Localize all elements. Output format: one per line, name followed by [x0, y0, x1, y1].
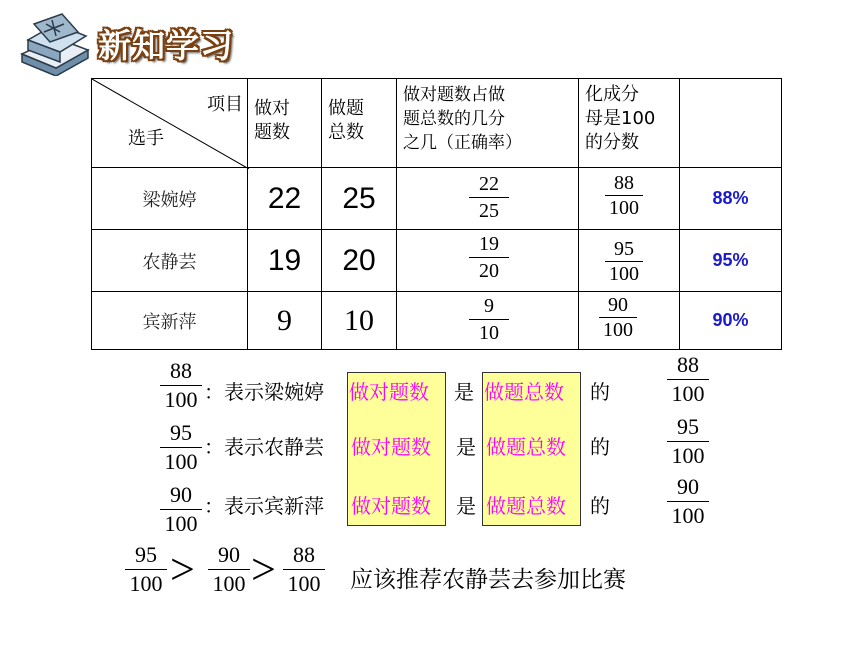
row2-hundredths [605, 238, 643, 285]
row3-fraction-cell [396, 291, 579, 350]
row2-total: 20 [321, 229, 397, 292]
row1-total: 25 [321, 167, 397, 230]
row3-correct: 9 [247, 291, 322, 350]
header-ratio: 做对题数占做 题总数的几分 之几（正确率） [396, 78, 579, 168]
row1-correct: 22 [247, 167, 322, 230]
exp3-right-numerator: 90 [677, 474, 699, 499]
row3-percent: 90% [679, 291, 782, 350]
row1-fraction [469, 172, 509, 223]
exp3-right-denominator: 100 [671, 503, 705, 528]
exp2-right-denominator: 100 [671, 443, 705, 468]
row3-hundredths-cell [578, 291, 680, 350]
row3-frac-numerator: 9 [484, 295, 494, 317]
conclusion-text: 应该推荐农静芸去参加比赛 [350, 567, 626, 593]
compare-f3-denominator: 100 [287, 571, 321, 596]
section-title: 新知学习 [98, 26, 234, 65]
row1-frac-denominator: 25 [479, 200, 499, 222]
exp2-highlight-total: 做题总数 [486, 435, 566, 459]
greater-than-symbol-2: > [251, 545, 276, 594]
exp3-mid: 是 [456, 494, 476, 518]
exp2-right-fraction [667, 414, 709, 469]
exp3-highlight-correct: 做对题数 [351, 494, 431, 518]
header-percent [679, 78, 782, 168]
row3-total: 10 [321, 291, 397, 350]
exp1-highlight-correct: 做对题数 [349, 380, 429, 404]
book-logo-icon [16, 10, 92, 76]
row1-percent: 88% [679, 167, 782, 230]
exp1-denominator: 100 [164, 387, 198, 412]
exp3-denominator: 100 [164, 511, 198, 536]
exp1-numerator: 88 [170, 358, 192, 383]
header-total: 做题 总数 [321, 78, 397, 168]
row1-fraction-cell [396, 167, 579, 230]
row3-hund-numerator: 90 [608, 294, 628, 316]
header-hundredths: 化成分 母是100 的分数 [578, 78, 680, 168]
header-correct: 做对 题数 [247, 78, 322, 168]
compare-f2-denominator: 100 [212, 571, 246, 596]
exp1-right-numerator: 88 [677, 352, 699, 377]
row2-correct: 19 [247, 229, 322, 292]
row2-percent: 95% [679, 229, 782, 292]
compare-f1-numerator: 95 [135, 542, 157, 567]
row3-frac-denominator: 10 [479, 322, 499, 344]
row2-hund-numerator: 95 [614, 238, 634, 260]
row2-frac-numerator: 19 [479, 233, 499, 255]
exp3-highlight-total: 做题总数 [486, 494, 566, 518]
row1-hundredths [605, 172, 643, 219]
exp1-highlight-total: 做题总数 [484, 380, 564, 404]
exp1-fraction [160, 358, 202, 413]
corner-header-cell [91, 78, 248, 168]
row2-fraction [469, 232, 509, 283]
exp3-prefix: ：表示宾新萍 [204, 494, 324, 518]
row2-hund-denominator: 100 [609, 263, 639, 285]
row1-hund-numerator: 88 [614, 172, 634, 194]
row1-frac-numerator: 22 [479, 173, 499, 195]
row2-fraction-cell [396, 229, 579, 292]
row2-hundredths-cell [578, 229, 680, 292]
exp2-suffix: 的 [590, 435, 610, 459]
row3-name: 宾新萍 [91, 291, 248, 350]
row3-fraction [469, 294, 509, 345]
compare-fraction-1 [125, 542, 167, 597]
corner-label-item: 项目 [207, 94, 243, 115]
exp2-fraction [160, 420, 202, 475]
exp2-denominator: 100 [164, 449, 198, 474]
compare-f2-numerator: 90 [218, 542, 240, 567]
exp2-numerator: 95 [170, 420, 192, 445]
row3-hund-denominator: 100 [603, 319, 633, 341]
exp2-prefix: ：表示农静芸 [204, 435, 324, 459]
exp2-mid: 是 [456, 435, 476, 459]
exp1-right-fraction [667, 352, 709, 407]
corner-label-player: 选手 [128, 128, 164, 149]
row2-name: 农静芸 [91, 229, 248, 292]
exp1-prefix: ：表示梁婉婷 [204, 380, 324, 404]
exp2-highlight-correct: 做对题数 [351, 435, 431, 459]
row1-hund-denominator: 100 [609, 197, 639, 219]
row1-name: 梁婉婷 [91, 167, 248, 230]
exp3-suffix: 的 [590, 494, 610, 518]
row2-frac-denominator: 20 [479, 260, 499, 282]
exp3-numerator: 90 [170, 482, 192, 507]
exp3-fraction [160, 482, 202, 537]
exp1-suffix: 的 [590, 380, 610, 404]
score-table [91, 78, 782, 350]
compare-fraction-2 [208, 542, 250, 597]
compare-f1-denominator: 100 [129, 571, 163, 596]
exp1-right-denominator: 100 [671, 381, 705, 406]
exp2-right-numerator: 95 [677, 414, 699, 439]
row1-hundredths-cell [578, 167, 680, 230]
compare-f3-numerator: 88 [293, 542, 315, 567]
row3-hundredths [599, 294, 637, 341]
compare-fraction-3 [283, 542, 325, 597]
exp3-right-fraction [667, 474, 709, 529]
exp1-mid: 是 [454, 380, 474, 404]
greater-than-symbol-1: > [170, 545, 195, 594]
